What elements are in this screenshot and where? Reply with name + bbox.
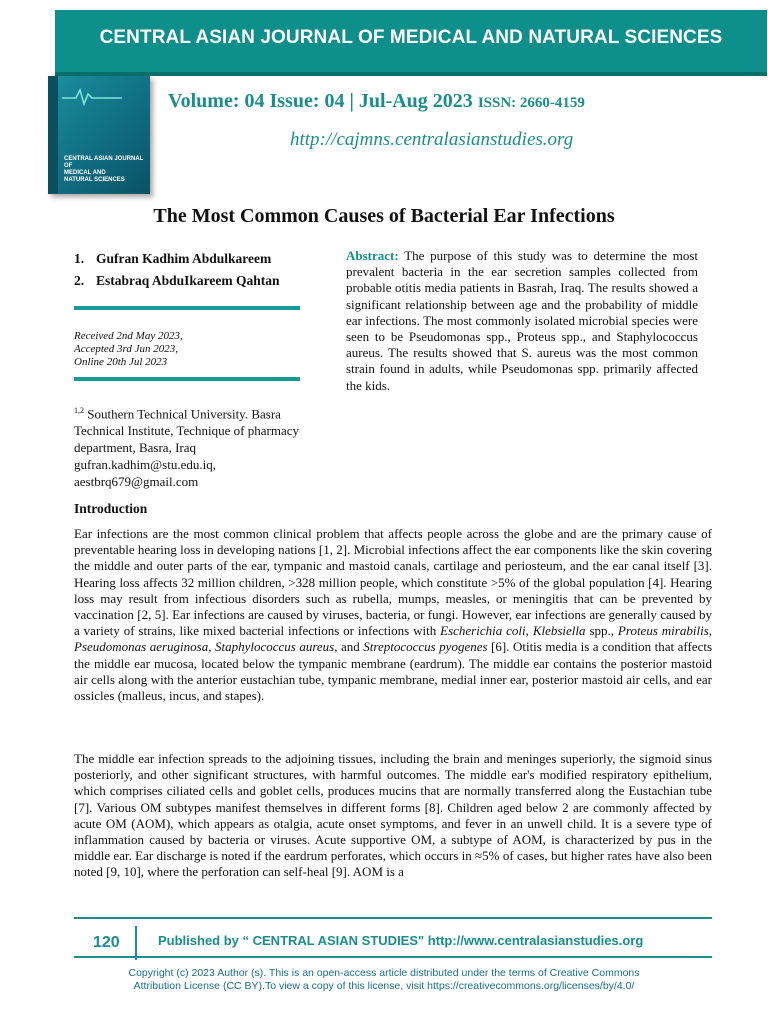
abstract-label: Abstract: xyxy=(346,248,399,263)
issn: ISSN: 2660-4159 xyxy=(477,95,585,111)
divider xyxy=(74,306,300,310)
footer-divider xyxy=(74,917,712,919)
author-list xyxy=(74,248,334,292)
page-number: 120 xyxy=(93,934,120,951)
heartbeat-icon xyxy=(62,86,122,106)
online-date: Online 20th Jul 2023 xyxy=(74,356,168,368)
accepted-date: Accepted 3rd Jun 2023, xyxy=(74,343,179,355)
journal-banner xyxy=(55,10,767,76)
cover-title: CENTRAL ASIAN JOURNAL OF MEDICAL AND NATURAL SCIENCES xyxy=(64,156,144,183)
copyright-notice: Copyright (c) 2023 Author (s). This is an open-access article distributed under the terms of Creative Commons Attribution License (CC BY).To view a copy of this license, visit https://creativecommons.org/licenses/by/4.0/ xyxy=(128,967,640,992)
article-dates xyxy=(74,330,183,369)
author-item: 2. Estabraq AbduIkareem Qahtan xyxy=(74,273,280,288)
publisher-line: Published by “ CENTRAL ASIAN STUDIES" http://www.centralasianstudies.org xyxy=(158,933,644,948)
abstract xyxy=(346,248,698,394)
journal-cover-image xyxy=(48,76,150,194)
section-heading: Introduction xyxy=(74,501,148,516)
body-paragraph: Ear infections are the most common clinical problem that affects people across the globe and are the primary cause of preventable hearing loss in developing nations [1, 2]. Microbial infections affect the ear components like the skin covering the middle and outer parts of the ear, tympanic and mastoid canals, cartilage and periosteum, and the ear canal itself [3]. Hearing loss affects 32 million children, >328 million people, which constitute >5% of the global population [4]. Hearing loss may result from infectious disorders such as rubella, mumps, measles, or meningitis that can be prevented by vaccination [2, 5]. Ear infections are caused by viruses, bacteria, or fungi. However, ear infections are generally caused by a variety of strains, like mixed bacterial infections or infections with Escherichia coli, Klebsiella spp., Proteus mirabilis, Pseudomonas aeruginosa, Staphylococcus aureus, and Streptococcus pyogenes [6]. Otitis media is a condition that affects the middle ear mucosa, located below the tympanic membrane (eardrum). The middle ear contains the posterior mastoid air cells along with the anterior eustachian tube, tympanic membrane, medial inner ear, posterior mastoid air cells, and ear ossicles (malleus, incus, and stapes). xyxy=(74,526,713,704)
body-paragraph: The middle ear infection spreads to the adjoining tissues, including the brain and meninges superiorly, the sigmoid sinus posteriorly, and other significant structures, with harmful outcomes. The middle ear's modified respiratory epithelium, which comprises ciliated cells and goblet cells, produces mucins that are normally transferred along the Eustachian tube [7]. Various OM subtypes manifest themselves in different forms [8]. Children aged below 2 are commonly affected by acute OM (AOM), which appears as otalgia, acute onset symptoms, and fever in an unwell child. It is a severe type of inflammation caused by bacteria or viruses. Acute supportive OM, a subtype of AOM, is characterized by pus in the middle ear. Ear discharge is noted if the eardrum perforates, which occurs in ≈5% of cases, but higher rates have also been noted [9, 10], where the perforation can self-heal [9]. AOM is a xyxy=(74,751,712,880)
email-link[interactable]: gufran.kadhim@stu.edu.iq, xyxy=(74,457,216,473)
divider xyxy=(74,377,300,381)
affiliation: $^{1,2}$ Southern Technical University. Basra Technical Institute, Technique of pharmacy department, Basra, Iraq gufran.kadhim@stu.edu.iq, aestbrq679@gmail.com xyxy=(74,402,319,490)
abstract-text: The purpose of this study was to determine the most prevalent bacteria in the ear secretion samples collected from probable otitis media patients in Basrah, Iraq. The results showed a significant relationship between age and the probability of middle ear infections. The most commonly isolated microbial species were seen to be Pseudomonas spp., Proteus spp., and Staphylococcus aureus. The results showed that S. aureus was the most common strain found in adults, while Pseudomonas spp. primarily affected the kids. xyxy=(346,248,699,393)
author-item: 1. Gufran Kadhim Abdulkareem xyxy=(74,251,272,266)
email-link[interactable]: aestbrq679@gmail.com xyxy=(74,474,199,490)
volume-issue: Volume: 04 Issue: 04 | Jul-Aug 2023 ISSN: 2660-4159 xyxy=(168,90,585,112)
cover-spine xyxy=(48,76,58,194)
footer-divider xyxy=(74,956,712,958)
journal-url-link[interactable]: http://cajmns.centralasianstudies.org xyxy=(290,129,574,150)
received-date: Received 2nd May 2023, xyxy=(74,330,183,342)
paper-title: The Most Common Causes of Bacterial Ear Infections xyxy=(153,205,615,227)
journal-name: CENTRAL ASIAN JOURNAL OF MEDICAL AND NATURAL SCIENCES xyxy=(99,27,723,48)
footer-separator xyxy=(135,926,137,960)
